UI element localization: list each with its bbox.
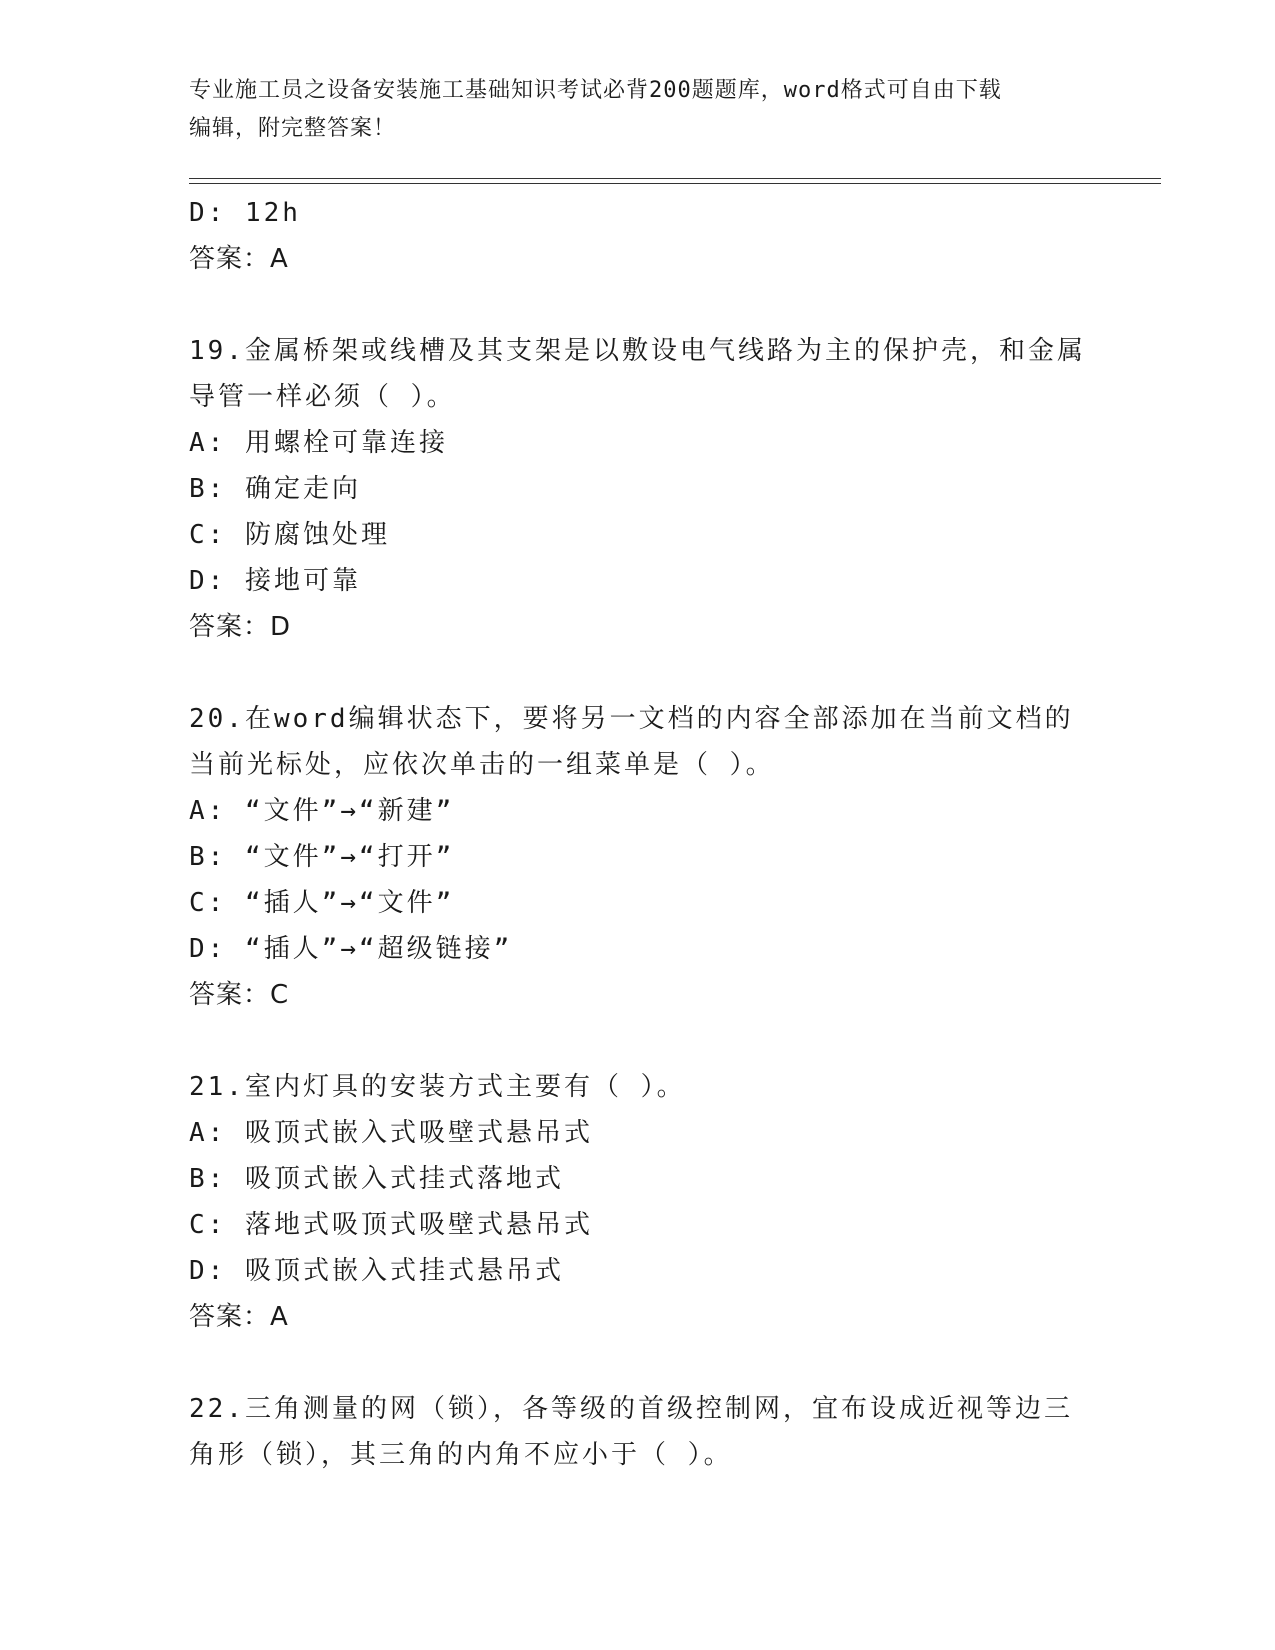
question-20 [189,696,1089,1018]
option-c: C: 防腐蚀处理 [189,520,390,550]
question-content [189,190,1089,1478]
header-divider-bottom [189,183,1161,184]
header-line-2: 编辑，附完整答案！ [189,116,397,141]
question-stem: 22.三角测量的网（锁），各等级的首级控制网，宜布设成近视等边三 [189,1394,1073,1424]
question-22 [189,1386,1089,1478]
document-header [189,72,1079,148]
question-stem: 20.在word编辑状态下，要将另一文档的内容全部添加在当前文档的 [189,704,1074,734]
header-divider-top [189,178,1161,179]
question-stem: 导管一样必须（ ）。 [189,382,456,412]
option-b: B: “文件”→“打开” [189,842,455,872]
option-a: A: 用螺栓可靠连接 [189,428,448,458]
option-a: A: “文件”→“新建” [189,796,455,826]
answer-line: 答案：A [189,1302,289,1332]
option-d: D: 12h [189,198,301,228]
question-stem: 当前光标处，应依次单击的一组菜单是（ ）。 [189,750,775,780]
question-21 [189,1064,1089,1340]
question-stem: 21.室内灯具的安装方式主要有（ ）。 [189,1072,686,1102]
option-b: B: 确定走向 [189,474,361,504]
option-d: D: 接地可靠 [189,566,361,596]
option-a: A: 吸顶式嵌入式吸壁式悬吊式 [189,1118,593,1148]
option-c: C: 落地式吸顶式吸壁式悬吊式 [189,1210,593,1240]
answer-line: 答案：C [189,980,290,1010]
option-c: C: “插人”→“文件” [189,888,455,918]
question-stem: 角形（锁），其三角的内角不应小于（ ）。 [189,1440,733,1470]
header-line-1: 专业施工员之设备安装施工基础知识考试必背200题题库，word格式可自由下载 [189,78,1002,103]
answer-line: 答案：A [189,244,289,274]
option-d: D: “插人”→“超级链接” [189,934,513,964]
option-b: B: 吸顶式嵌入式挂式落地式 [189,1164,564,1194]
answer-line: 答案：D [189,612,292,642]
question-19 [189,328,1089,650]
question-stem: 19.金属桥架或线槽及其支架是以敷设电气线路为主的保护壳，和金属 [189,336,1086,366]
option-d: D: 吸顶式嵌入式挂式悬吊式 [189,1256,564,1286]
